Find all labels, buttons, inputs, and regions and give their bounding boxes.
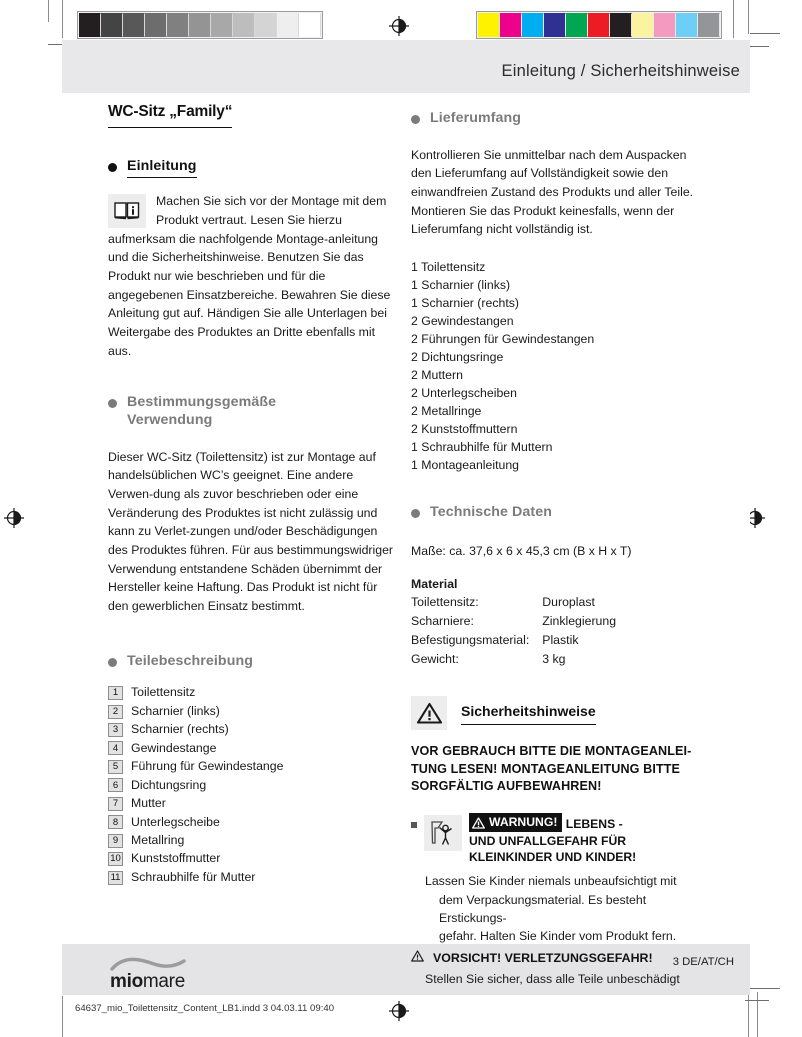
parts-list-item: [108, 832, 398, 849]
caution-line: [411, 949, 701, 968]
delivery-list-item: 1 Scharnier (links): [411, 278, 511, 292]
page-title: WC-Sitz „Family“: [108, 100, 232, 128]
bullet-dot-icon: [411, 509, 420, 518]
gray-swatch-5: [189, 13, 211, 37]
bullet-dot-icon: [108, 163, 117, 172]
crop-mark-right-top: [733, 0, 734, 38]
spec-key: Befestigungsmaterial:: [411, 633, 530, 648]
color-swatch-4: [566, 13, 588, 37]
safety-caps-line-3: SORGFÄLTIG AUFBEWAHREN!: [411, 779, 602, 794]
delivery-list-item: 2 Unterlegscheiben: [411, 385, 517, 400]
parts-list-item: [108, 740, 398, 757]
material-heading: Material: [411, 576, 458, 591]
part-label: Kunststoffmutter: [131, 851, 221, 866]
delivery-list-item: 1 Toilettensitz: [411, 260, 486, 275]
crop-mark-bottom-h-a: [750, 988, 780, 989]
warning-triangle-icon: [411, 696, 447, 730]
part-label: Scharnier (rechts): [131, 722, 229, 737]
bullet-dot-icon: [108, 658, 117, 667]
part-label: Gewindestange: [131, 740, 217, 755]
color-swatch-8: [654, 13, 676, 37]
safety-caps-block: [411, 743, 701, 795]
warning-block: [411, 813, 701, 865]
delivery-list-item: 1 Schraubhilfe für Muttern: [411, 439, 553, 454]
delivery-list-item: 2 Metallringe: [411, 403, 482, 418]
parts-list-item: [108, 777, 398, 794]
grayscale-calibration-bar: [77, 11, 323, 39]
crop-mark-right-bottom: [748, 992, 749, 1037]
part-number-badge: 8: [108, 815, 123, 829]
gray-swatch-4: [167, 13, 189, 37]
parts-list-item: [108, 795, 398, 812]
spec-key: Toilettensitz:: [411, 595, 479, 610]
left-column: [108, 100, 398, 887]
parts-list-item: [108, 721, 398, 738]
safety-section-heading: [411, 696, 701, 730]
registration-mark-top: [389, 16, 409, 36]
brand-logo: [110, 957, 202, 991]
warning-triangle-small-icon: [472, 817, 485, 829]
section-heading-lieferumfang: [411, 110, 701, 128]
gray-swatch-3: [145, 13, 167, 37]
color-swatch-3: [544, 13, 566, 37]
delivery-list-item: 2 Kunststoffmuttern: [411, 421, 518, 436]
logo-wordmark: [110, 972, 202, 991]
child-suffocation-icon: [424, 815, 462, 851]
spec-value: 3 kg: [542, 652, 566, 667]
gray-swatch-7: [233, 13, 255, 37]
section-heading-label: Technische Daten: [430, 504, 552, 521]
warning-body-line-2: dem Verpackungsmaterial. Es besteht Erstickungs-: [439, 892, 647, 926]
delivery-list-item: 2 Gewindestangen: [411, 313, 514, 328]
gray-swatch-9: [277, 13, 299, 37]
gray-swatch-6: [211, 13, 233, 37]
safety-caps-line-2: TUNG LESEN! MONTAGEANLEITUNG BITTE: [411, 761, 681, 776]
spec-key: Gewicht:: [411, 652, 459, 667]
spec-value: Plastik: [542, 633, 579, 648]
section-heading-label: Teilebeschreibung: [127, 652, 253, 669]
parts-list: [108, 684, 398, 886]
registration-mark-bottom: [389, 1001, 409, 1021]
part-number-badge: 2: [108, 705, 123, 719]
warning-headline-part3: KLEINKINDER UND KINDER!: [469, 849, 637, 864]
logo-bold: mio: [110, 971, 143, 992]
delivery-list-item: 2 Dichtungsringe: [411, 349, 504, 364]
safety-heading-label: Sicherheitshinweise: [461, 701, 596, 725]
part-label: Metallring: [131, 832, 185, 847]
part-number-badge: 11: [108, 871, 123, 885]
intro-note-text: Machen Sie sich vor der Montage mit dem Produkt vertraut. Lesen Sie hierzu aufmerksam die nachfolgende Montage-anleitung und die Sicherheitshinweise. Benutzen Sie das Produkt nur wie beschrieben und für die angegebenen Einsatzbereiche. Bewahren Sie diese Anleitung gut auf. Händigen Sie alle Unterlagen bei Weitergabe des Produktes an Dritte ebenfalls mit aus.: [108, 194, 391, 358]
crop-mark-right-outer: [748, 0, 749, 34]
spec-row: [411, 632, 616, 651]
spec-row: [411, 594, 616, 613]
right-column: [411, 100, 701, 988]
spec-row: [411, 613, 616, 632]
spec-row: [411, 651, 616, 670]
registration-mark-left: [4, 508, 24, 528]
color-calibration-bar: [476, 11, 722, 39]
intended-use-paragraph: Dieser WC-Sitz (Toilettensitz) ist zur Montage auf handelsüblichen WC’s geeignet. Eine andere Verwen-dung als zuvor beschrieben oder eine Veränderung des Produktes ist nicht zulässig und kann zu Verlet-zungen und/oder Beschädigungen des Produktes führen. Für aus bestimmungswidriger Verwendung entstandene Schäden übernimmt der Hersteller keine Haftung. Das Produkt ist nicht für den gewerblichen Einsatz bestimmt.: [108, 449, 394, 614]
color-swatch-10: [698, 13, 720, 37]
section-heading-technische-daten: [411, 504, 701, 522]
warning-body-line-3: gefahr. Halten Sie Kinder vom Produkt fern.: [439, 929, 677, 944]
crop-mark-bottom-h-b: [745, 1000, 769, 1001]
section-heading-label: Lieferumfang: [430, 110, 522, 126]
specs-table: [411, 594, 616, 670]
crop-mark-right-bottom-2: [757, 992, 758, 1037]
dimensions-line: Maße: ca. 37,6 x 6 x 45,3 cm (B x H x T): [411, 544, 632, 559]
warning-body-line-1: Lassen Sie Kinder niemals unbeaufsichtigt mit: [425, 874, 677, 889]
part-label: Führung für Gewindestange: [131, 759, 284, 774]
delivery-list-item: 2 Muttern: [411, 367, 463, 382]
part-label: Scharnier (links): [131, 703, 220, 718]
color-swatch-6: [610, 13, 632, 37]
part-label: Schraubhilfe für Mutter: [131, 869, 256, 884]
delivery-list-item: 1 Montageanleitung: [411, 457, 520, 472]
spec-value: Duroplast: [542, 595, 595, 610]
spec-value: Zinklegierung: [542, 614, 617, 629]
part-number-badge: 9: [108, 834, 123, 848]
part-number-badge: 4: [108, 741, 123, 755]
color-swatch-5: [588, 13, 610, 37]
page-number: 3 DE/AT/CH: [672, 956, 734, 968]
crop-mark-right-h-a: [750, 33, 780, 34]
bullet-dot-icon: [411, 115, 420, 124]
warning-headline-part2: UND UNFALLGEFAHR FÜR: [469, 833, 627, 848]
warning-badge-label: WARNUNG!: [489, 815, 558, 830]
color-swatch-9: [676, 13, 698, 37]
caution-body: Stellen Sie sicher, dass alle Teile unbeschädigt: [425, 971, 680, 986]
spec-key: Scharniere:: [411, 614, 474, 629]
part-label: Unterlegscheibe: [131, 814, 220, 829]
caution-label: VORSICHT! VERLETZUNGSGEFAHR!: [433, 950, 653, 965]
warning-headline-part1: LEBENS -: [565, 817, 623, 832]
part-number-badge: 7: [108, 797, 123, 811]
gray-swatch-8: [255, 13, 277, 37]
part-label: Toilettensitz: [131, 685, 196, 700]
gray-swatch-0: [79, 13, 101, 37]
intro-note-paragraph: [108, 192, 398, 360]
print-file-stamp: 64637_mio_Toilettensitz_Content_LB1.indd 3 04.03.11 09:40: [75, 1003, 335, 1014]
section-heading-einleitung: [108, 158, 398, 179]
part-number-badge: 5: [108, 760, 123, 774]
warning-badge: [469, 813, 562, 831]
part-number-badge: 6: [108, 778, 123, 792]
crop-mark-left-outer: [48, 0, 49, 22]
section-heading-label-line1: Bestimmungsgemäße: [127, 394, 277, 411]
parts-list-item: [108, 758, 398, 775]
parts-list-item: [108, 850, 398, 867]
part-number-badge: 1: [108, 686, 123, 700]
color-swatch-0: [478, 13, 500, 37]
section-heading-label-line2: Verwendung: [127, 411, 213, 428]
color-swatch-2: [522, 13, 544, 37]
color-swatch-7: [632, 13, 654, 37]
parts-list-item: [108, 703, 398, 720]
parts-list-item: [108, 869, 398, 886]
delivery-items-list: [411, 259, 701, 474]
crop-mark-left-top: [62, 0, 63, 38]
parts-list-item: [108, 684, 398, 701]
parts-list-item: [108, 814, 398, 831]
scope-of-delivery-paragraph: Kontrollieren Sie unmittelbar nach dem Auspacken den Lieferumfang auf Vollständigkeit sowie den einwandfreien Zustand des Produkts und aller Teile. Montieren Sie das Produkt keinesfalls, wenn der Lieferumfang nicht vollständig ist.: [411, 147, 694, 237]
color-swatch-1: [500, 13, 522, 37]
part-label: Dichtungsring: [131, 777, 207, 792]
caution-triangle-icon: [411, 950, 424, 962]
delivery-list-item: 1 Scharnier (rechts): [411, 295, 519, 310]
part-number-badge: 3: [108, 723, 123, 737]
manual-book-icon: [108, 194, 146, 228]
section-heading-bestimmungsgemaesse-verwendung: [108, 394, 398, 429]
warning-body-text: [411, 872, 701, 946]
running-header-title: Einleitung / Sicherheitshinweise: [501, 62, 740, 80]
warning-headline: [469, 813, 636, 865]
bullet-dot-icon: [108, 399, 117, 408]
part-label: Mutter: [131, 796, 166, 811]
section-heading-label: Einleitung: [127, 158, 197, 179]
part-number-badge: 10: [108, 852, 123, 866]
crop-mark-left-bottom: [62, 996, 63, 1037]
safety-caps-line-1: VOR GEBRAUCH BITTE DIE MONTAGEANLEI-: [411, 744, 692, 759]
section-heading-teilebeschreibung: [108, 653, 398, 671]
delivery-list-item: 2 Führungen für Gewindestangen: [411, 331, 595, 346]
gray-swatch-2: [123, 13, 145, 37]
square-bullet-icon: [411, 822, 417, 828]
gray-swatch-10: [299, 13, 321, 37]
gray-swatch-1: [101, 13, 123, 37]
logo-light: mare: [142, 971, 185, 992]
